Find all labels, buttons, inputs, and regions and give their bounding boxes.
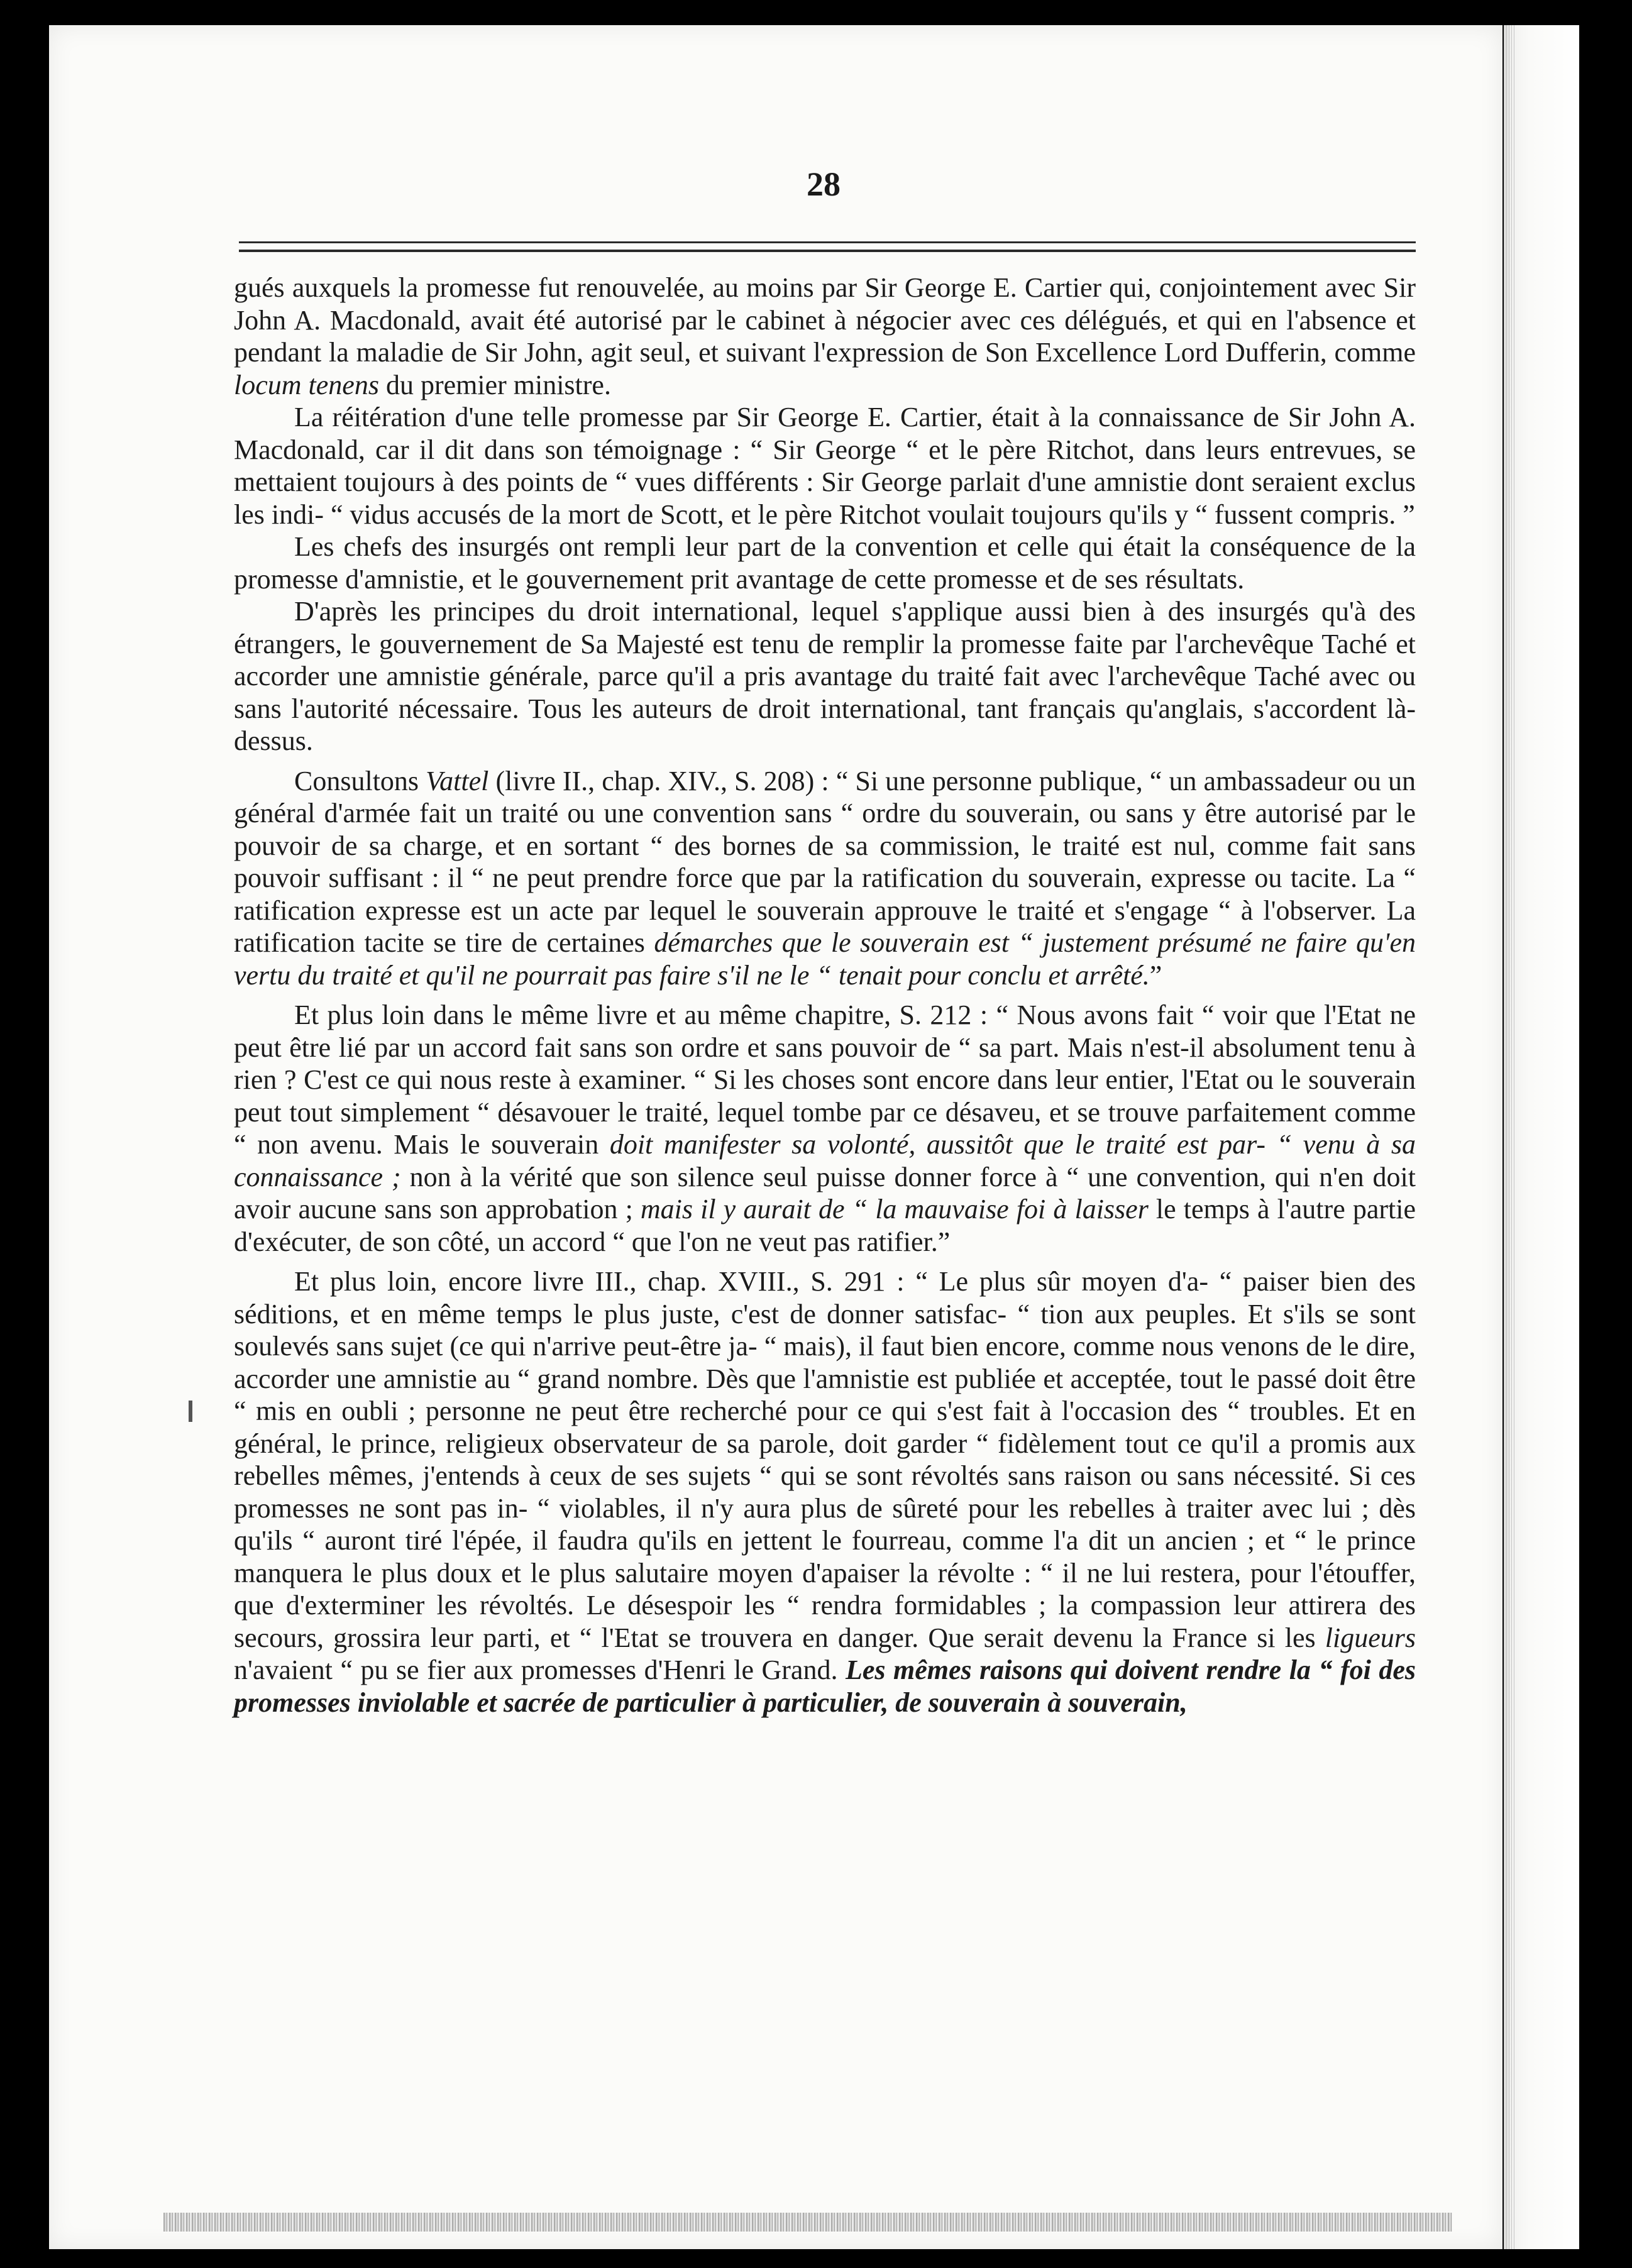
page-number: 28 [807, 165, 841, 203]
emphasized-text: Vattel [426, 765, 489, 796]
paragraph-text: La réitération d'une telle promesse par Sir George E. Cartier, était à la connaissance de Sir John A. Macdonald, car il dit dans son témoignage : “ Sir George “ et le père Ritchot, dans leurs entrevues, se mettaient toujours à des points de “ vues différents : Sir George parlait d'une amnistie dont seraient exclus les indi- “ vidus accusés de la mort de Scott, et le père Ritchot voulait toujours qu'ils y “ fussent compris. ” [234, 402, 1416, 530]
emphasized-text: mais il y aurait de “ la mauvaise foi à laisser [640, 1194, 1149, 1225]
paragraph-text: non à la vérité que son silence seul puisse donner force à “ une convention, qui n'en doit avoir aucune sans son approbation ; [234, 1161, 1416, 1225]
page-edge-shadow [1504, 25, 1579, 2249]
paragraph-text: le temps à l'autre partie d'exécuter, de son côté, un accord “ que l'on ne veut pas ratifier.” [234, 1194, 1416, 1257]
paragraph-text: Et plus loin, encore livre III., chap. XVIII., S. 291 : “ Le plus sûr moyen d'a- “ paiser bien des séditions, et en même temps le plus juste, c'est de donner satisfac- “ tion aux peuples. Et s'ils se sont soulevés sans sujet (ce qui n'arrive peut-être ja- “ mais), il faut bien encore, comme nous venons de le dire, accorder une amnistie au “ grand nombre. Dès que l'amnistie est publiée et acceptée, tout le passé doit être “ mis en oubli ; personne ne peut être recherché pour ce qui s'est fait à l'occasion des “ troubles. Et en général, le prince, religieux observateur de sa parole, doit garder “ fidèlement tout ce qu'il a promis aux rebelles mêmes, j'entends à ceux de ses sujets “ qui se sont révoltés sans raison ou sans nécessité. Si ces promesses ne sont pas in- “ violables, il n'y aura plus de sûreté pour les rebelles à traiter avec lui ; dès qu'ils “ auront tiré l'épée, il faudra qu'ils en jettent le fourreau, comme l'a dit un ancien ; et “ le prince manquera le plus doux et le plus salutaire moyen d'apaiser la révolte : “ il ne lui restera, pour l'étouffer, que d'exterminer les révoltés. Le désespoir les “ rendra formidables ; la compassion leur attirera des secours, grossira leur parti, et “ l'Etat se trouvera en danger. Que serait devenu la France si les [234, 1266, 1416, 1653]
paragraph [234, 765, 1416, 992]
paragraph [234, 272, 1416, 401]
emphasized-text: doit manifester sa volonté, aussitôt que le traité est par- “ venu à sa connaissance ; [234, 1129, 1416, 1192]
paragraph-text: du premier ministre. [378, 369, 611, 400]
emphasized-text: ligueurs [1325, 1622, 1416, 1653]
margin-mark [189, 1401, 192, 1422]
scan-bottom-edge [163, 2213, 1452, 2232]
paragraph-text: gués auxquels la promesse fut renouvelée, au moins par Sir George E. Cartier qui, conjointement avec Sir John A. Macdonald, avait été autorisé par le cabinet à négocier avec ces délégués, et qui en l'absence et pendant la maladie de Sir John, agit seul, et suivant l'expression de Son Excellence Lord Dufferin, comme [234, 272, 1416, 368]
paragraph [234, 999, 1416, 1258]
emphasized-text: démarches que le souverain est “ justement présumé ne faire qu'en vertu du traité et qu'il ne pourrait pas faire s'il ne le “ tenait pour conclu et arrêté. [234, 927, 1416, 991]
header-rule [239, 241, 1416, 252]
emphasized-text: Les mêmes raisons qui doivent rendre la “ foi des promesses inviolable et sacrée de particulier à particulier, de souverain à souverain, [234, 1654, 1416, 1718]
paragraph [234, 595, 1416, 757]
paragraph [234, 401, 1416, 531]
paragraph-text: ” [1149, 959, 1162, 991]
body-text [234, 272, 1416, 1719]
paragraph [234, 1265, 1416, 1719]
paragraph-text: Les chefs des insurgés ont rempli leur part de la convention et celle qui était la conséquence de la promesse d'amnistie, et le gouvernement prit avantage de cette promesse et de ses résultats. [234, 531, 1416, 595]
paragraph-text: D'après les principes du droit international, lequel s'applique aussi bien à des insurgés qu'à des étrangers, le gouvernement de Sa Majesté est tenu de remplir la promesse faite par l'archevêque Taché et accorder une amnistie générale, parce qu'il a pris avantage du traité fait avec l'archevêque Taché avec ou sans l'autorité nécessaire. Tous les auteurs de droit international, tant français qu'anglais, s'accordent là-dessus. [234, 596, 1416, 756]
paragraph-text: n'avaient “ pu se fier aux promesses d'Henri le Grand. [234, 1654, 846, 1685]
emphasized-text: locum tenens [234, 369, 379, 400]
paragraph-text: Consultons [294, 765, 426, 796]
paragraph-text: Et plus loin dans le même livre et au même chapitre, S. 212 : “ Nous avons fait “ voir que l'Etat ne peut être lié par un accord fait sans son ordre et sans pouvoir de “ sa part. Mais n'est-il absolument tenu à rien ? C'est ce qui nous reste à examiner. “ Si les choses sont encore dans leur entier, l'Etat ou le souverain peut tout simplement “ désavouer le traité, lequel tombe par ce désaveu, et se trouve parfaitement comme “ non avenu. Mais le souverain [234, 999, 1416, 1160]
page-stack-edge [1506, 25, 1515, 2249]
paragraph [234, 531, 1416, 595]
paragraph-text: (livre II., chap. XIV., S. 208) : “ Si une personne publique, “ un ambassadeur ou un général d'armée fait un traité ou une convention sans “ ordre du souverain, ou sans y être autorisé par le pouvoir de sa charge, et en sortant “ des bornes de sa commission, le traité est nul, comme fait sans pouvoir suffisant : il “ ne peut prendre force que par la ratification du souverain, expresse ou tacite. La “ ratification expresse est un acte par lequel le souverain approuve le traité et s'engage “ à l'observer. La ratification tacite se tire de certaines [234, 765, 1416, 958]
